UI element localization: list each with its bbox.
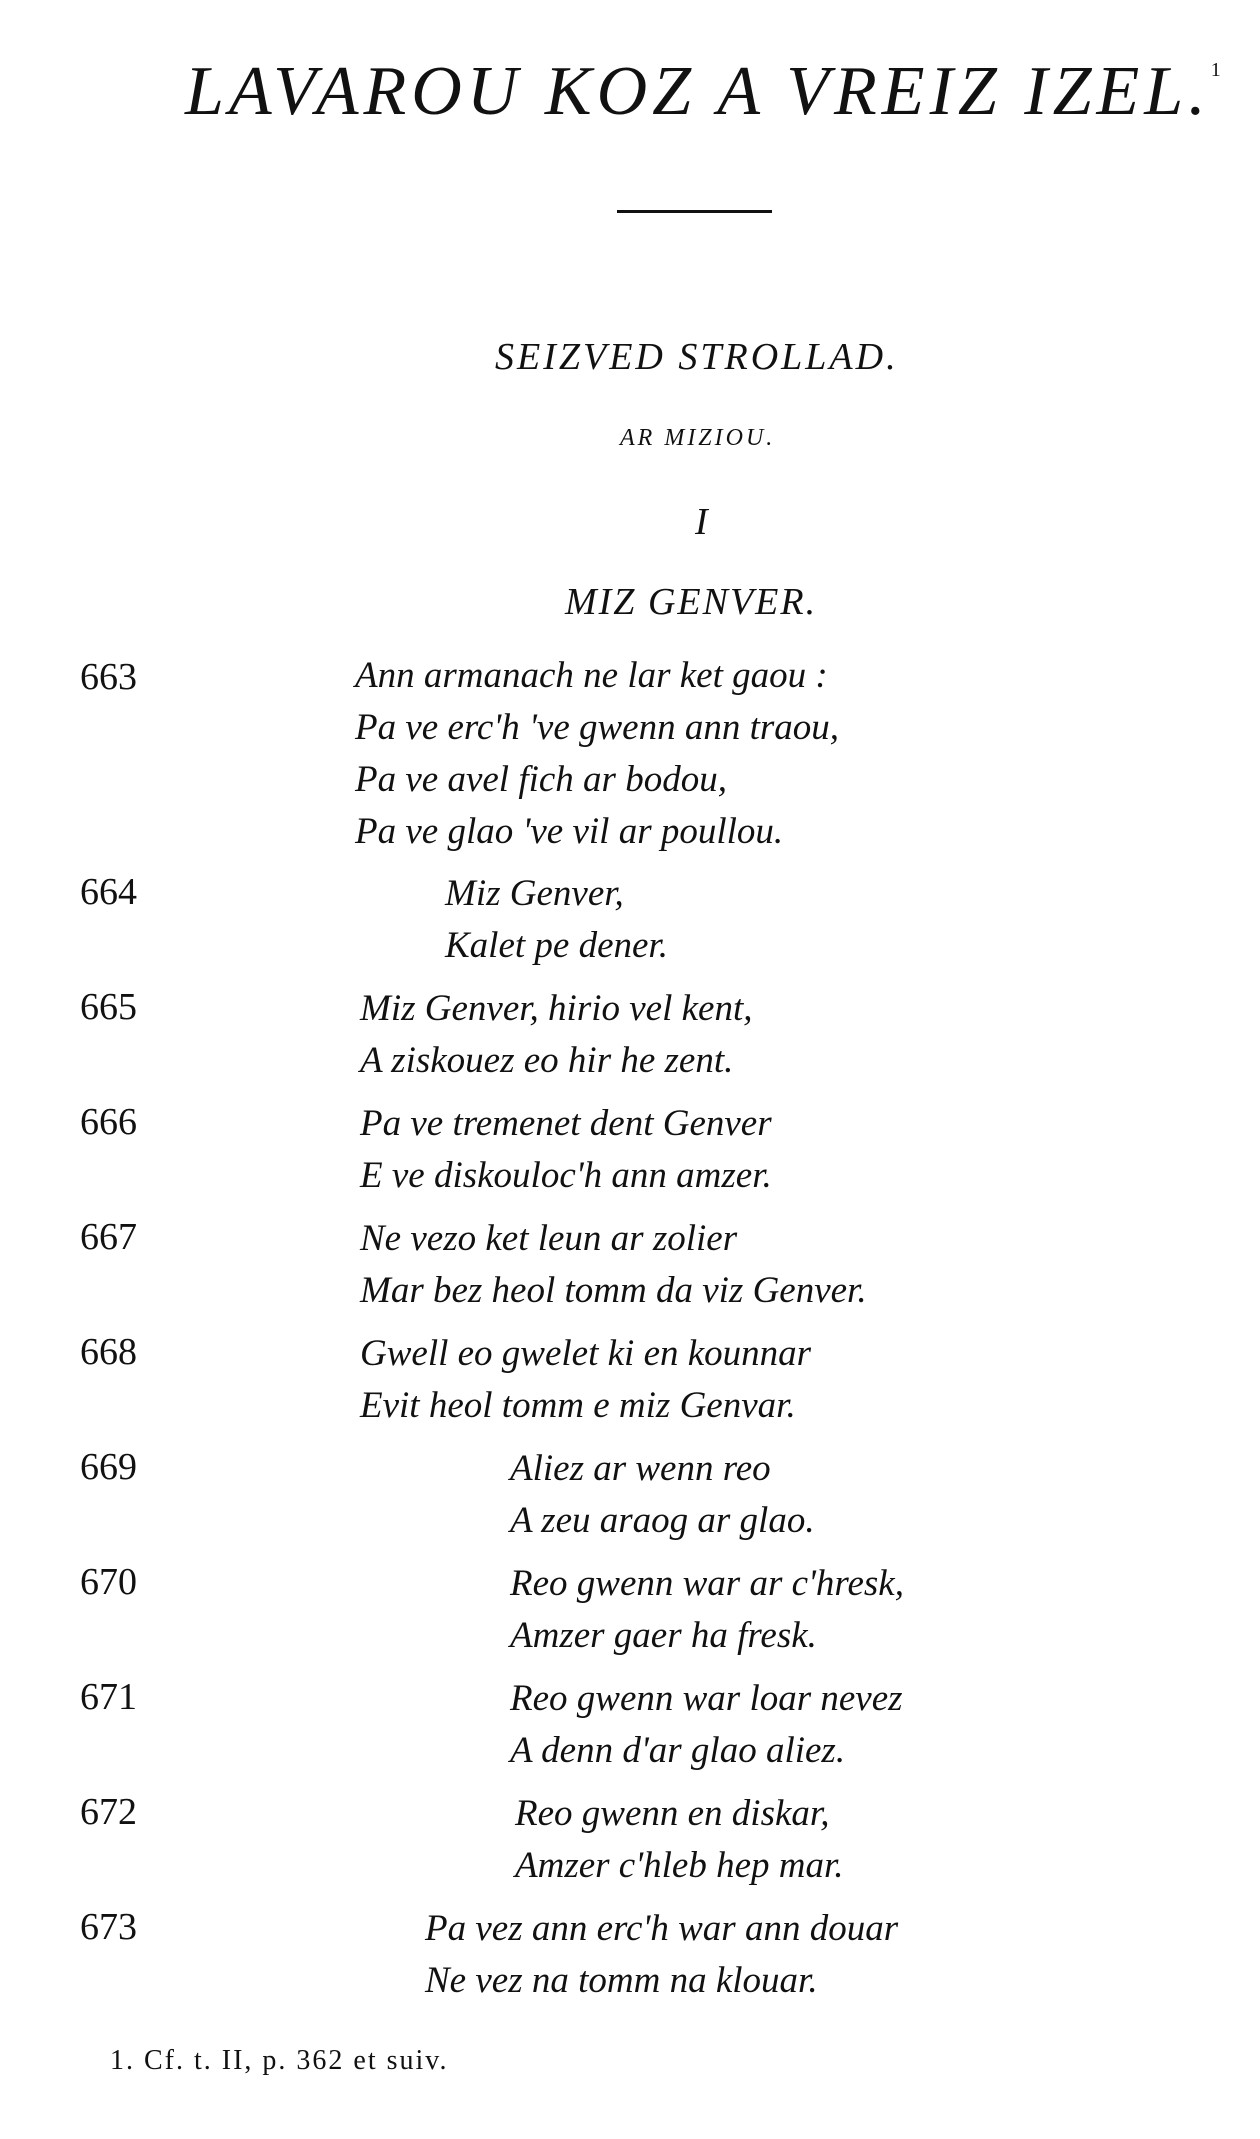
section-title: MIZ GENVER. — [565, 581, 818, 623]
verse-block — [425, 1903, 898, 2007]
section-numeral: I — [695, 501, 708, 543]
verse-line: Ne vez na tomm na klouar. — [425, 1960, 818, 2001]
entry-number: 669 — [80, 1446, 137, 1488]
verse-line: Reo gwenn war loar nevez — [510, 1678, 903, 1719]
verse-line: Ann armanach ne lar ket gaou : — [355, 655, 828, 696]
entry-number: 668 — [80, 1331, 137, 1373]
verse-block — [360, 1213, 867, 1317]
verse-line: Pa ve erc'h 've gwenn ann traou, — [355, 707, 840, 748]
verse-block — [355, 650, 839, 858]
footnote-marker: 1 — [1210, 59, 1221, 81]
verse-block — [510, 1443, 815, 1547]
entry-number: 663 — [80, 656, 137, 698]
entry-number: 667 — [80, 1216, 137, 1258]
entry-number: 666 — [80, 1101, 137, 1143]
title-rule — [617, 210, 772, 213]
verse-line: A ziskouez eo hir he zent. — [360, 1040, 734, 1081]
page-title — [185, 52, 1221, 132]
footnote: 1. Cf. t. II, p. 362 et suiv. — [110, 2045, 449, 2076]
verse-block — [515, 1788, 844, 1892]
verse-line: Pa ve glao 've vil ar poullou. — [355, 811, 784, 852]
verse-line: A denn d'ar glao aliez. — [510, 1730, 846, 1771]
entry-number: 664 — [80, 871, 137, 913]
verse-line: Pa vez ann erc'h war ann douar — [425, 1908, 899, 1949]
verse-line: Amzer c'hleb hep mar. — [515, 1845, 844, 1886]
page-title-text: LAVAROU KOZ A VREIZ IZEL. — [185, 53, 1211, 130]
verse-line: Pa ve tremenet dent Genver — [360, 1103, 772, 1144]
entry-number: 670 — [80, 1561, 137, 1603]
verse-block — [360, 1098, 772, 1202]
verse-block — [360, 1328, 811, 1432]
part-subtitle: AR MIZIOU. — [620, 425, 776, 451]
verse-line: A zeu araog ar glao. — [510, 1500, 815, 1541]
verse-block — [510, 1673, 903, 1777]
verse-line: Reo gwenn war ar c'hresk, — [510, 1563, 904, 1604]
verse-line: Ne vezo ket leun ar zolier — [360, 1218, 738, 1259]
verse-line: Mar bez heol tomm da viz Genver. — [360, 1270, 867, 1311]
verse-line: Gwell eo gwelet ki en kounnar — [360, 1333, 812, 1374]
verse-line: Evit heol tomm e miz Genvar. — [360, 1385, 796, 1426]
verse-block — [445, 868, 668, 972]
verse-line: Miz Genver, — [445, 873, 624, 914]
entry-number: 672 — [80, 1791, 137, 1833]
verse-block — [360, 983, 753, 1087]
entry-number: 673 — [80, 1906, 137, 1948]
verse-block — [510, 1558, 904, 1662]
verse-line: Aliez ar wenn reo — [510, 1448, 771, 1489]
verse-line: Amzer gaer ha fresk. — [510, 1615, 817, 1656]
entry-number: 665 — [80, 986, 137, 1028]
verse-line: Kalet pe dener. — [445, 925, 668, 966]
entry-number: 671 — [80, 1676, 137, 1718]
verse-line: Pa ve avel fich ar bodou, — [355, 759, 727, 800]
part-title: SEIZVED STROLLAD. — [495, 336, 899, 378]
verse-line: Miz Genver, hirio vel kent, — [360, 988, 753, 1029]
verse-line: Reo gwenn en diskar, — [515, 1793, 830, 1834]
verse-line: E ve diskouloc'h ann amzer. — [360, 1155, 772, 1196]
